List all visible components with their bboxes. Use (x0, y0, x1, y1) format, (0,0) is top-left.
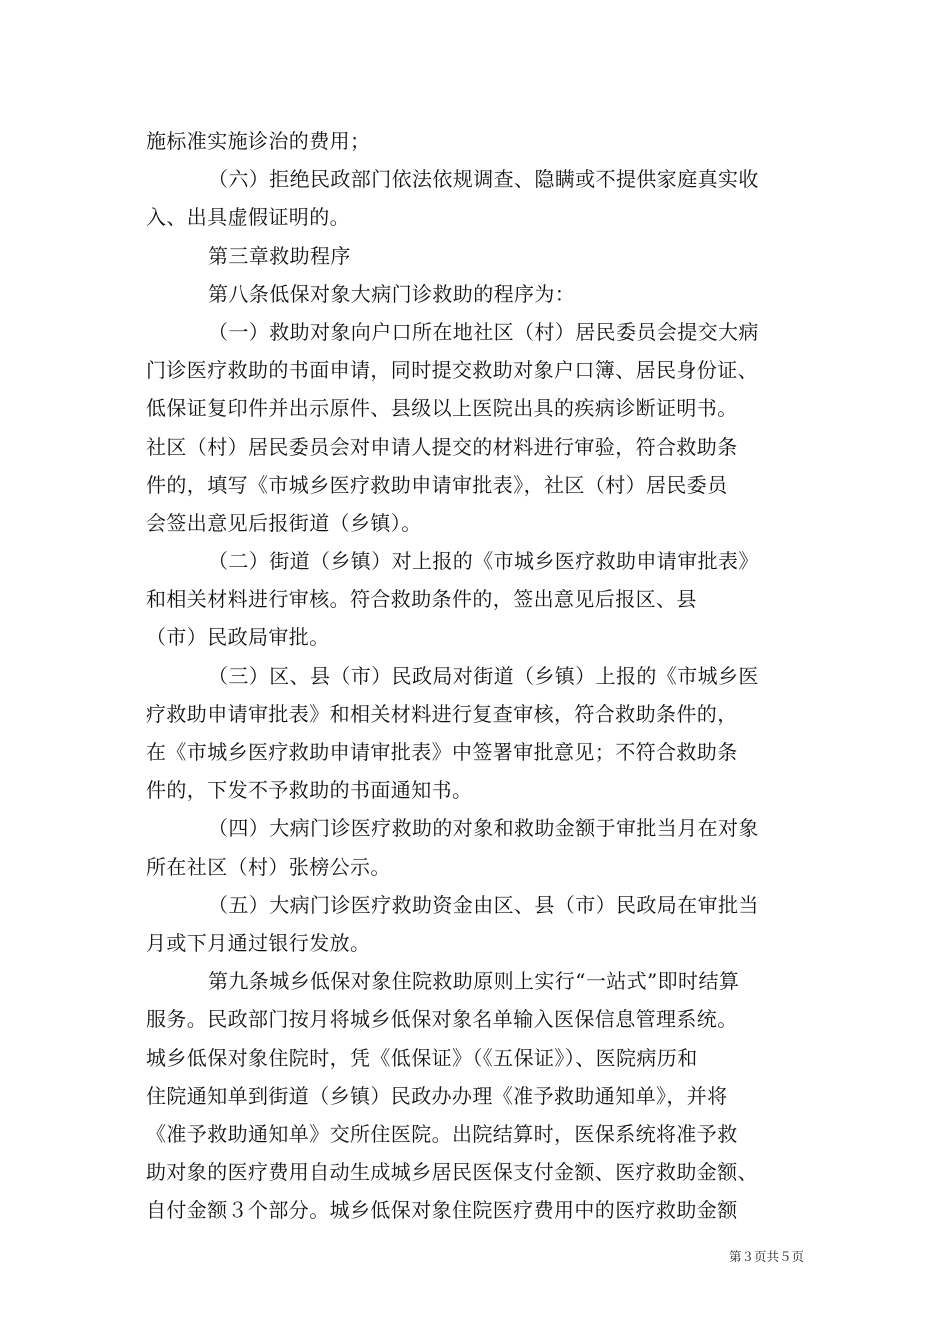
text-line: 件的，填写《市城乡医疗救助申请审批表》，社区（村）居民委员 (146, 472, 728, 497)
text-line: （六）拒绝民政部门依法依规调查、隐瞒或不提供家庭真实收 (208, 167, 759, 192)
text-line: 施标准实施诊治的费用； (146, 129, 371, 153)
text-line: （五）大病门诊医疗救助资金由区、县（市）民政局在审批当 (208, 892, 759, 917)
text-line: 件的，下发不予救助的书面通知书。 (146, 778, 473, 803)
text-line: 《准予救助通知单》交所住医院。出院结算时，医保系统将准予救 (146, 1121, 738, 1146)
text-line: 在《市城乡医疗救助申请审批表》中签署审批意见；不符合救助条 (146, 740, 738, 764)
text-line: 入、出具虚假证明的。 (146, 205, 350, 230)
text-line: 和相关材料进行审核。符合救助条件的，签出意见后报区、县 (146, 587, 697, 612)
text-line: （二）街道（乡镇）对上报的《市城乡医疗救助申请审批表》 (208, 549, 759, 574)
text-line: 住院通知单到街道（乡镇）民政办办理《准予救助通知单》，并将 (146, 1083, 728, 1108)
text-line: 第九条城乡低保对象住院救助原则上实行“一站式”即时结算 (208, 969, 740, 994)
text-line: 所在社区（村）张榜公示。 (146, 854, 391, 879)
text-line: 门诊医疗救助的书面申请，同时提交救助对象户口簿、居民身份证、 (146, 358, 758, 383)
text-line: 服务。民政部门按月将城乡低保对象名单输入医保信息管理系统。 (146, 1007, 738, 1032)
text-line: 第八条低保对象大病门诊救助的程序为： (208, 281, 576, 306)
chapter-heading: 第三章救助程序 (208, 243, 351, 268)
text-line: 社区（村）居民委员会对申请人提交的材料进行审验，符合救助条 (146, 434, 738, 459)
text-line: 低保证复印件并出示原件、县级以上医院出具的疾病诊断证明书。 (146, 396, 738, 421)
document-body (146, 122, 808, 1229)
text-line: （一）救助对象向户口所在地社区（村）居民委员会提交大病 (208, 319, 759, 344)
text-line: 月或下月通过银行发放。 (146, 930, 371, 955)
page-number: 第３页共５页 (728, 1249, 804, 1264)
text-line: 城乡低保对象住院时，凭《低保证》（《五保证》）、医院病历和 (146, 1045, 698, 1070)
text-line: 会签出意见后报街道（乡镇）。 (146, 510, 422, 535)
text-line: （四）大病门诊医疗救助的对象和救助金额于审批当月在对象 (208, 816, 759, 841)
text-line: 疗救助申请审批表》和相关材料进行复查审核，符合救助条件的， (146, 701, 738, 726)
text-line: （市）民政局审批。 (146, 625, 330, 650)
text-line: 助对象的医疗费用自动生成城乡居民医保支付金额、医疗救助金额、 (146, 1160, 758, 1185)
text-line: 自付金额３个部分。城乡低保对象住院医疗费用中的医疗救助金额 (146, 1198, 738, 1223)
text-line: （三）区、县（市）民政局对街道（乡镇）上报的《市城乡医 (208, 663, 759, 688)
